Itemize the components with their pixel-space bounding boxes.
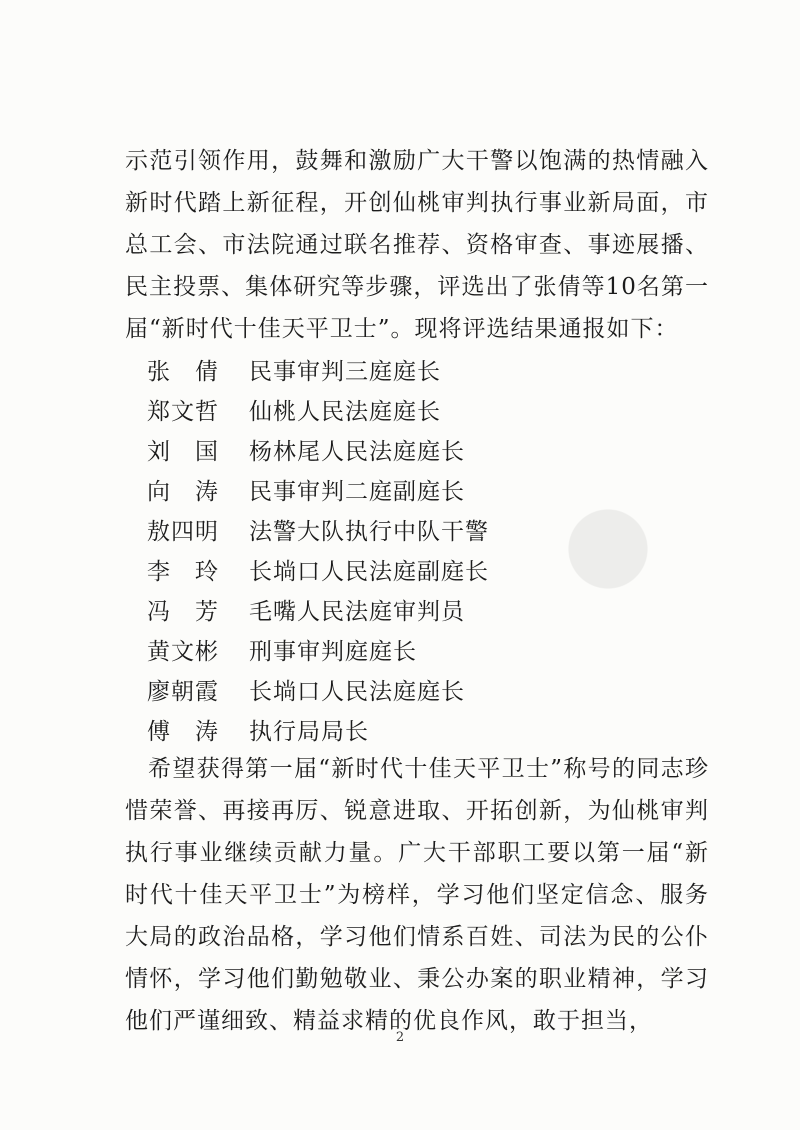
awardee-name: 冯 芳 (147, 598, 219, 625)
awardee-title: 长埫口人民法庭副庭长 (249, 558, 489, 585)
awardee-title: 民事审判二庭副庭长 (249, 478, 465, 505)
closing-paragraph: 希望获得第一届“新时代十佳天平卫士”称号的同志珍惜荣誉、再接再厉、锐意进取、开拓创新，为仙桃审判执行事业继续贡献力量。广大干部职工要以第一届“新时代十佳天平卫士”为榜样，学习他们坚定信念、服务大局的政治品格，学习他们情系百姓、司法为民的公仆情怀，学习他们勤勉敬业、秉公办案的职业精神，学习他们严谨细致、精益求精的优良作风，敢于担当， (125, 756, 709, 1034)
list-item (147, 349, 627, 389)
awardee-name: 敖四明 (147, 518, 219, 545)
awardee-title: 执行局局长 (249, 718, 369, 745)
award-list (147, 349, 627, 749)
awardee-name: 郑文哲 (147, 398, 219, 425)
awardee-title: 长埫口人民法庭庭长 (249, 678, 465, 705)
list-item (147, 469, 627, 509)
intro-paragraph: 示范引领作用，鼓舞和激励广大干警以饱满的热情融入新时代踏上新征程，开创仙桃审判执行事业新局面，市总工会、市法院通过联名推荐、资格审查、事迹展播、民主投票、集体研究等步骤，评选出了张倩等10名第一届“新时代十佳天平卫士”。现将评选结果通报如下： (125, 148, 709, 342)
awardee-name: 李 玲 (147, 558, 219, 585)
awardee-name: 傅 涛 (147, 718, 219, 745)
awardee-title: 法警大队执行中队干警 (249, 518, 489, 545)
awardee-name: 廖朝霞 (147, 678, 219, 705)
awardee-title: 刑事审判庭庭长 (249, 638, 417, 665)
awardee-title: 仙桃人民法庭庭长 (249, 398, 441, 425)
list-item (147, 589, 627, 629)
awardee-name: 刘 国 (147, 438, 219, 465)
awardee-title: 民事审判三庭庭长 (249, 358, 441, 385)
list-item (147, 549, 627, 589)
list-item (147, 389, 627, 429)
page-number: 2 (395, 1030, 405, 1045)
awardee-name: 张 倩 (147, 358, 219, 385)
awardee-title: 杨林尾人民法庭庭长 (249, 438, 465, 465)
list-item (147, 629, 627, 669)
awardee-name: 向 涛 (147, 478, 219, 505)
awardee-title: 毛嘴人民法庭审判员 (249, 598, 465, 625)
list-item (147, 709, 627, 749)
list-item (147, 669, 627, 709)
list-item (147, 509, 627, 549)
awardee-name: 黄文彬 (147, 638, 219, 665)
list-item (147, 429, 627, 469)
